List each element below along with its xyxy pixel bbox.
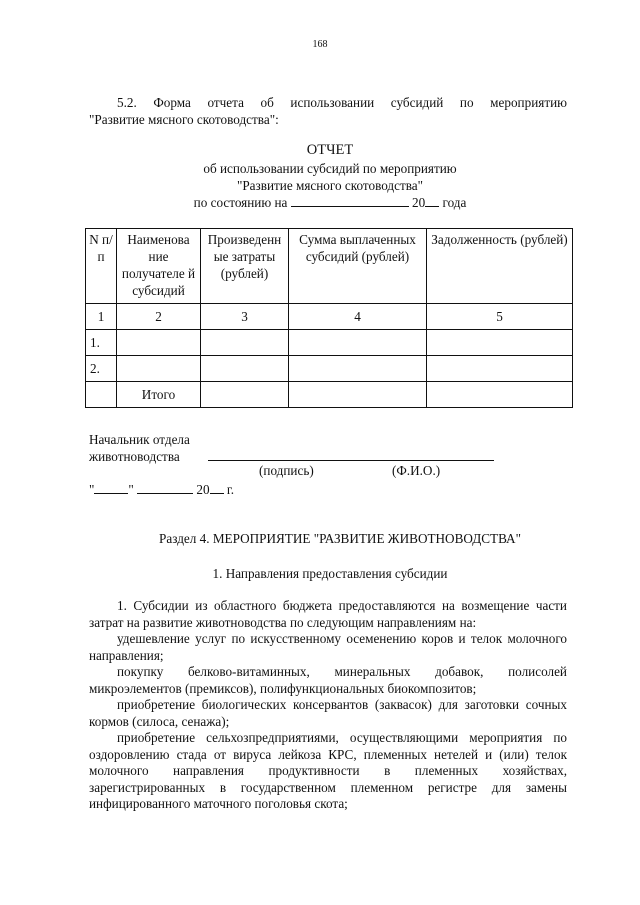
position-line-1: Начальник отдела bbox=[89, 432, 190, 447]
table-cell bbox=[427, 356, 573, 382]
row-number-cell: 2. bbox=[86, 356, 117, 382]
report-subtitle bbox=[0, 160, 640, 211]
paragraph: приобретение сельхозпредприятиями, осуществляющими мероприятия по оздоровлению стада от вируса лейкоза КРС, племенных нетелей и (или) телок молочного направления продуктивности в племенных хозяйствах, зарегистрированных в государственном племенном регистре для замены инфицированного маточного поголовья скота; bbox=[89, 730, 567, 811]
column-number-cell: 5 bbox=[427, 304, 573, 330]
table-cell bbox=[427, 330, 573, 356]
row-number-cell: 1. bbox=[86, 330, 117, 356]
year-prefix: 20 bbox=[412, 195, 426, 210]
header-cell: Наименова ние получателе й субсидий bbox=[117, 229, 201, 304]
year-blank bbox=[425, 195, 439, 207]
table-cell bbox=[201, 356, 289, 382]
header-cell: Задолженность (рублей) bbox=[427, 229, 573, 304]
quote-open: " bbox=[89, 482, 95, 497]
signature-position bbox=[89, 431, 190, 465]
day-blank bbox=[94, 482, 128, 494]
paragraph: покупку белково-витаминных, минеральных добавок, полисолей микроэлементов (премиксов), полифункциональных биокомпозитов; bbox=[89, 664, 567, 696]
section-heading-5-2 bbox=[89, 94, 567, 128]
signature-caption: (подпись) bbox=[259, 463, 314, 478]
column-number-cell: 2 bbox=[117, 304, 201, 330]
year-suffix: года bbox=[442, 195, 467, 210]
column-number-cell: 4 bbox=[289, 304, 427, 330]
position-line-2: животноводства bbox=[89, 449, 180, 464]
heading-line-2: "Развитие мясного скотоводства": bbox=[89, 112, 279, 127]
report-table bbox=[85, 228, 573, 408]
total-label-cell: Итого bbox=[117, 382, 201, 408]
header-cell: Сумма выплаченных субсидий (рублей) bbox=[289, 229, 427, 304]
report-as-of-line bbox=[0, 194, 640, 211]
table-cell bbox=[86, 382, 117, 408]
paragraph: 1. Субсидии из областного бюджета предоставляются на возмещение части затрат на развитие животноводства по следующим направлениям на: bbox=[89, 598, 567, 630]
date-year-prefix: 20 bbox=[196, 482, 210, 497]
date-blank bbox=[291, 195, 409, 207]
table-cell bbox=[289, 330, 427, 356]
table-cell bbox=[289, 382, 427, 408]
date-year-blank bbox=[210, 482, 224, 494]
column-number-cell: 3 bbox=[201, 304, 289, 330]
page-number: 168 bbox=[312, 39, 328, 50]
month-blank bbox=[137, 482, 193, 494]
paragraph: приобретение биологических консервантов (заквасок) для заготовки сочных кормов (силоса, сенажа); bbox=[89, 697, 567, 729]
date-year-suffix: г. bbox=[226, 482, 235, 497]
subsection-title: 1. Направления предоставления субсидии bbox=[212, 566, 448, 581]
header-cell: N п/п bbox=[86, 229, 117, 304]
table-cell bbox=[201, 382, 289, 408]
table-total-row bbox=[86, 382, 573, 408]
table-cell bbox=[201, 330, 289, 356]
table-cell bbox=[427, 382, 573, 408]
body-text bbox=[89, 598, 567, 813]
report-subtitle-line-2: "Развитие мясного скотоводства" bbox=[236, 178, 424, 193]
table-cell bbox=[289, 356, 427, 382]
table-row bbox=[86, 330, 573, 356]
paragraph: удешевление услуг по искусственному осеменению коров и телок молочного направления; bbox=[89, 631, 567, 663]
table-header-row bbox=[86, 229, 573, 304]
table-cell bbox=[117, 330, 201, 356]
fio-caption: (Ф.И.О.) bbox=[392, 463, 441, 478]
column-number-cell: 1 bbox=[86, 304, 117, 330]
report-title: ОТЧЕТ bbox=[306, 142, 354, 158]
as-of-label: по состоянию на bbox=[193, 195, 288, 210]
section-4-title: Раздел 4. МЕРОПРИЯТИЕ "РАЗВИТИЕ ЖИВОТНОВОДСТВА" bbox=[159, 531, 521, 546]
table-cell bbox=[117, 356, 201, 382]
table-column-numbers-row bbox=[86, 304, 573, 330]
signature-date-row bbox=[89, 482, 234, 498]
signature-line bbox=[208, 460, 494, 461]
report-subtitle-line-1: об использовании субсидий по мероприятию bbox=[203, 161, 457, 176]
table-row bbox=[86, 356, 573, 382]
heading-line-1: 5.2. Форма отчета об использовании субсидий по мероприятию bbox=[117, 95, 567, 110]
header-cell: Произведенн ые затраты (рублей) bbox=[201, 229, 289, 304]
quote-close: " bbox=[128, 482, 134, 497]
